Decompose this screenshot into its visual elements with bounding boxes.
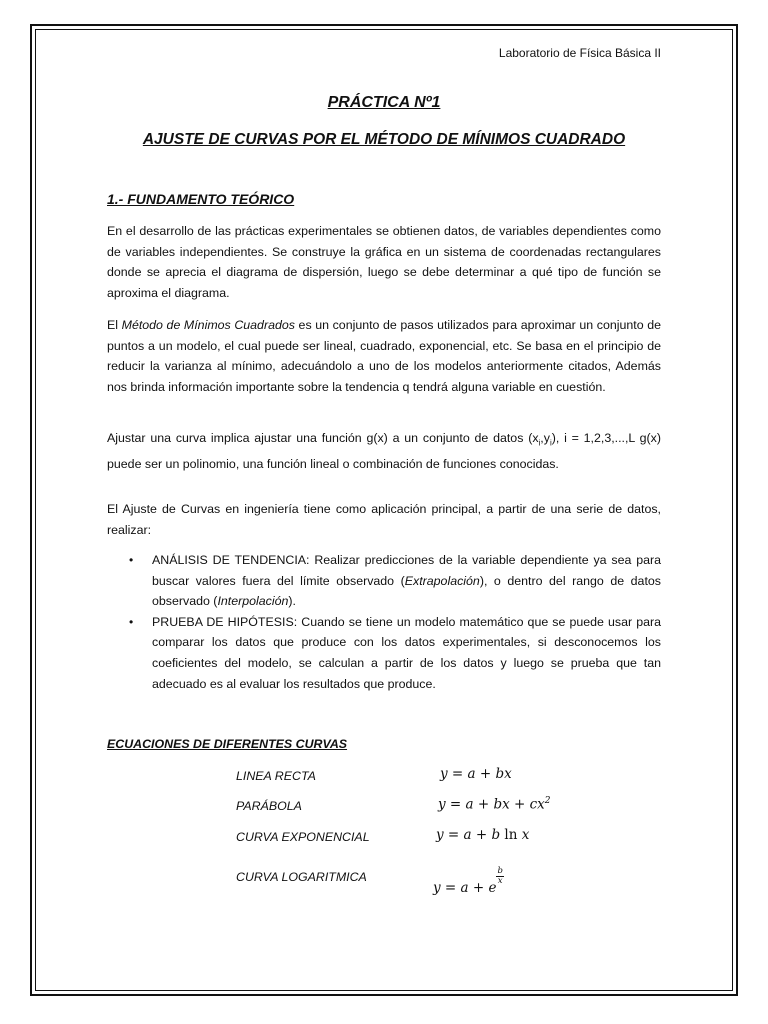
formula-text: y = a + e xyxy=(433,880,497,896)
equation-name: PARÁBOLA xyxy=(236,799,302,813)
formula-text: y = a + bx + cx xyxy=(438,796,545,813)
paragraph-2-rest: es un conjunto de pasos utilizados para aproximar un conjunto de puntos a un modelo, el cual puede ser lineal, cuadrado, exponencial, etc. Se basa en el principio de reducir la varianza al mínimo, adecuándolo a uno de los modelos anteriormente citados, Además nos brinda información importante sobre la tendencia q tendrá alguna variable en cuestión. xyxy=(107,318,661,394)
bullet-icon: • xyxy=(129,553,134,567)
fraction-numerator: b xyxy=(497,866,503,876)
equation-name: CURVA EXPONENCIAL xyxy=(236,830,370,844)
subscript-i-1: i xyxy=(538,438,541,448)
subscript-i-2: i xyxy=(549,438,552,448)
equation-name: CURVA LOGARITMICA xyxy=(236,870,367,884)
equations-heading: ECUACIONES DE DIFERENTES CURVAS xyxy=(107,737,348,751)
list-item-text: ), o dentro del rango de datos observado ( xyxy=(152,573,661,609)
equation-row xyxy=(236,766,636,793)
formula-fraction-exponent xyxy=(496,867,503,886)
equation-row xyxy=(236,866,636,896)
paragraph-3-mid: ,y xyxy=(540,431,550,445)
paragraph-2 xyxy=(107,315,661,397)
formula-text: x xyxy=(517,827,530,843)
list-item xyxy=(107,550,661,612)
formula-exponent: 2 xyxy=(544,796,551,806)
equation-row xyxy=(236,827,636,854)
applications-list xyxy=(107,550,661,694)
section-heading: 1.- FUNDAMENTO TEÓRICO xyxy=(107,191,295,207)
equation-formula xyxy=(436,827,529,843)
running-header: Laboratorio de Física Básica II xyxy=(498,46,661,60)
formula-function: ln xyxy=(504,827,518,843)
fraction-denominator: x xyxy=(497,876,503,886)
list-item-text: PRUEBA DE HIPÓTESIS: Cuando se tiene un modelo matemático que se puede usar para comparar los datos que produce con los datos experimentales, si desconocemos los coeficientes del modelo, se calculan a partir de los datos y luego se prueba que tan adecuado es al evaluar los resultados que produce. xyxy=(152,614,661,691)
list-item-emphasis: Interpolación xyxy=(217,594,289,609)
equation-formula xyxy=(433,867,504,896)
practice-title: PRÁCTICA Nº1 xyxy=(327,94,441,111)
paragraph-2-emphasis: Método de Mínimos Cuadrados xyxy=(121,318,295,332)
list-item-text: ANÁLISIS DE TENDENCIA: Realizar predicciones de la variable dependiente ya sea para buscar valores fuera del límite observado ( xyxy=(152,553,661,588)
document-subtitle: AJUSTE DE CURVAS POR EL MÉTODO DE MÍNIMOS CUADRADO xyxy=(142,131,626,148)
list-item-emphasis: Extrapolación xyxy=(404,573,480,588)
paragraph-2-start: El xyxy=(107,318,122,332)
formula-text: y = a + b xyxy=(436,827,505,843)
equation-row xyxy=(236,796,636,823)
equation-formula: y = a + bx xyxy=(440,766,512,782)
paragraph-3-rest: ), i = 1,2,3,...,L g(x) puede ser un polinomio, una función lineal o combinación de funciones conocidas. xyxy=(107,431,661,472)
paragraph-3-start: Ajustar una curva implica ajustar una función g(x) a un conjunto de datos (x xyxy=(107,431,539,445)
paragraph-4: El Ajuste de Curvas en ingeniería tiene como aplicación principal, a partir de una serie de datos, realizar: xyxy=(107,502,661,537)
equation-formula xyxy=(438,796,551,813)
list-item-text: ). xyxy=(288,594,296,609)
list-item xyxy=(107,612,661,694)
paragraph-3 xyxy=(107,428,661,475)
bullet-icon: • xyxy=(129,614,134,629)
equation-name: LINEA RECTA xyxy=(236,769,316,783)
paragraph-1: En el desarrollo de las prácticas experimentales se obtienen datos, de variables dependientes como de variables independientes. Se construye la gráfica en un sistema de coordenadas rectangulares donde se aprecia el diagrama de dispersión, luego se debe determinar a qué tipo de función se aproxima el diagrama. xyxy=(107,224,661,300)
